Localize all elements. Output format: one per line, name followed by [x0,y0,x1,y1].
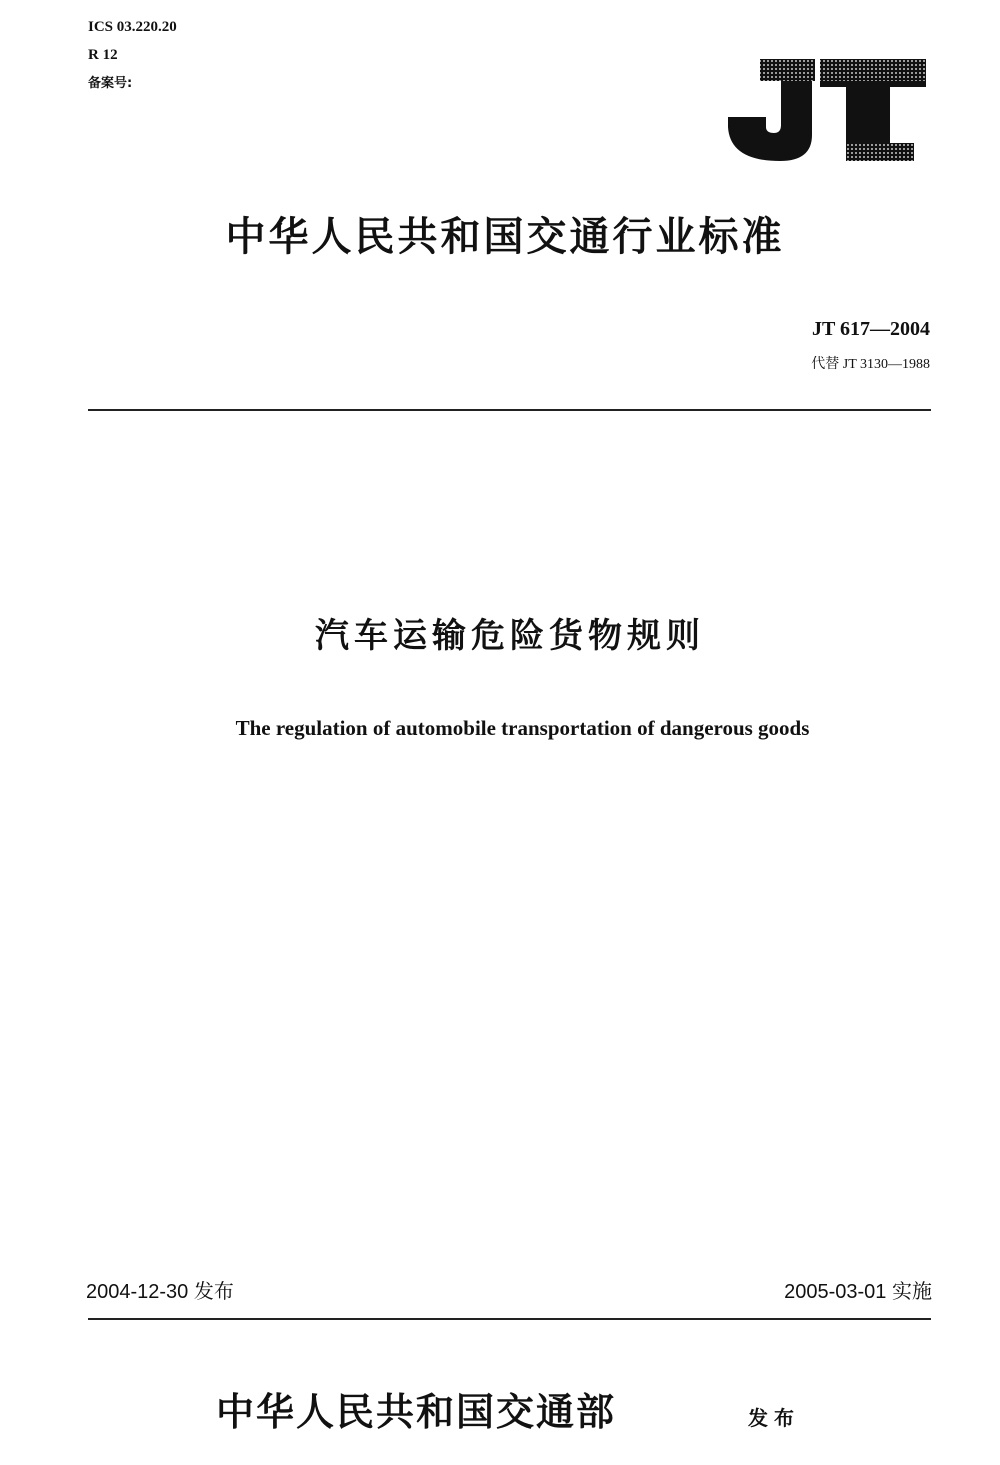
document-title-chinese: 汽车运输危险货物规则 [315,616,705,656]
registration-label: 备案号: [88,76,133,91]
ics-code: ICS 03.220.20 [88,19,177,35]
divider-bottom [88,1318,931,1320]
standard-number: JT 617—2004 [812,318,930,340]
divider-top [88,409,931,411]
document-title-english: The regulation of automobile transportation of dangerous goods [235,716,810,740]
issuing-authority: 中华人民共和国交通部 [216,1390,617,1434]
implementation-date: 2005-03-01 实施 [784,1281,932,1303]
jt-logo [722,55,932,170]
classification-code: R 12 [88,47,118,63]
issue-date: 2004-12-30 发布 [86,1281,234,1303]
publish-label: 发布 [748,1406,800,1430]
main-title: 中华人民共和国交通行业标准 [225,214,785,260]
replaces-standard: 代替 JT 3130—1988 [811,357,930,372]
